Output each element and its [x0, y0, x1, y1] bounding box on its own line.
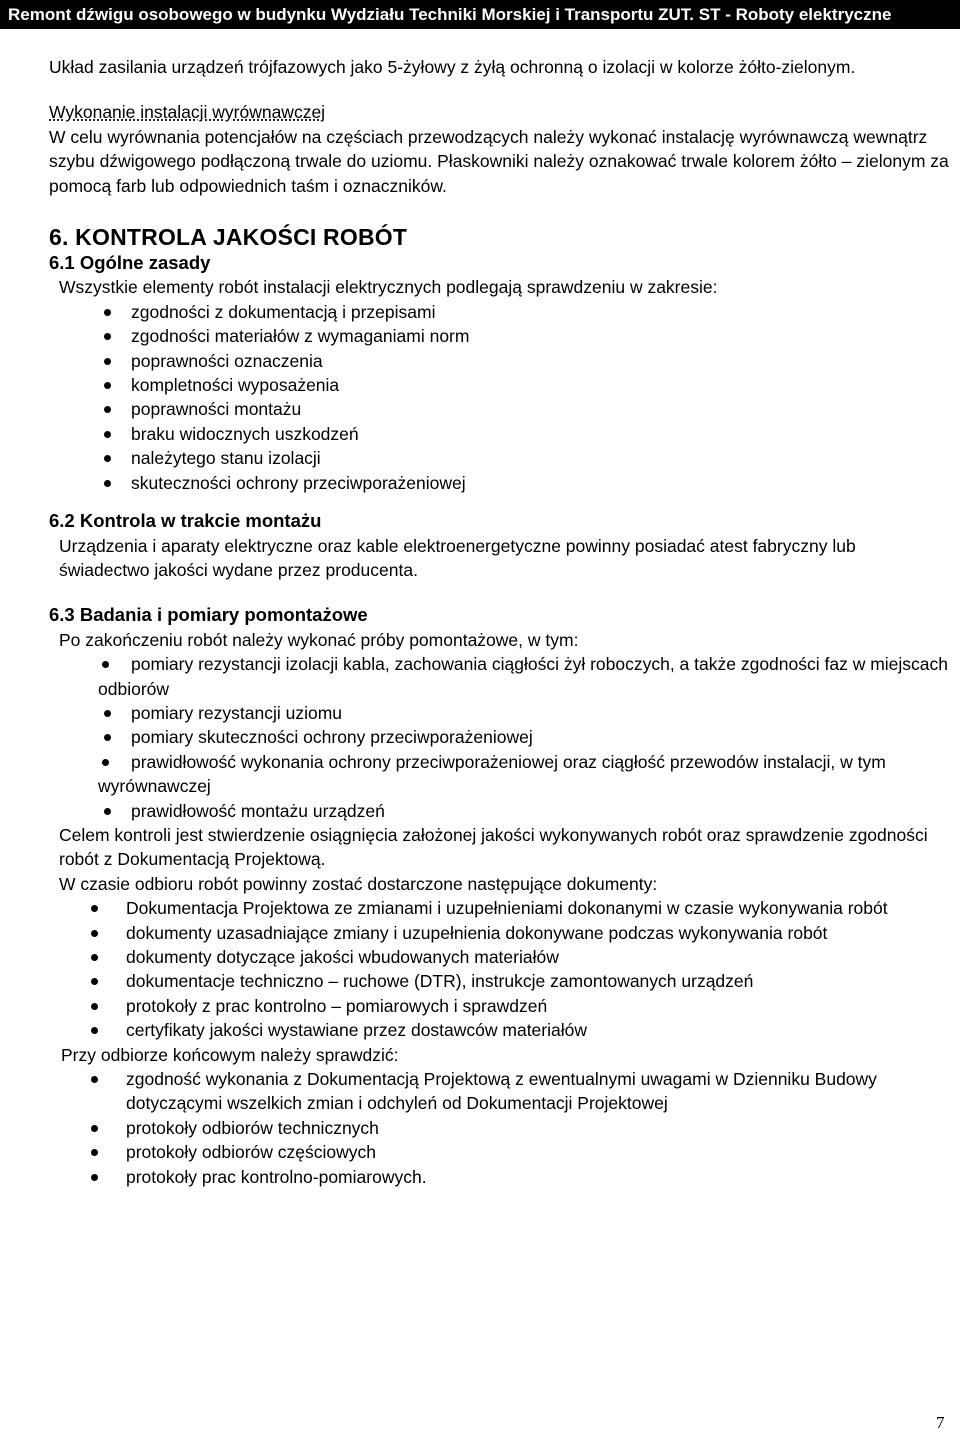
- page-header: Remont dźwigu osobowego w budynku Wydziału Techniki Morskiej i Transportu ZUT. ST - Roboty elektryczne: [0, 0, 960, 29]
- list-item: kompletności wyposażenia: [59, 373, 949, 397]
- list-item: Dokumentacja Projektowa ze zmianami i uzupełnieniami dokonanymi w czasie wykonywania robót: [49, 896, 949, 920]
- list-item: prawidłowość wykonania ochrony przeciwporażeniowej oraz ciągłość przewodów instalacji, w tym wyrównawczej: [98, 750, 949, 799]
- list-item: skuteczności ochrony przeciwporażeniowej: [59, 471, 949, 495]
- section-6-3-lead: Po zakończeniu robót należy wykonać próby pomontażowe, w tym:: [59, 629, 579, 650]
- document-body: [49, 55, 949, 1189]
- inspection-goal-paragraph: Celem kontroli jest stwierdzenie osiągnięcia założonej jakości wykonywanych robót oraz sprawdzenie zgodności robót z Dokumentacją Projektową.: [59, 824, 928, 870]
- list-item: poprawności oznaczenia: [59, 349, 949, 373]
- equipotential-paragraph: W celu wyrównania potencjałów na częściach przewodzących należy wykonać instalację wyrównawczą wewnątrz szybu dźwigowego podłączoną trwale do uziomu. Płaskowniki należy oznakować trwale kolorem żółto – zielonym za pomocą farb lub odpowiednich taśm i oznaczników.: [49, 126, 949, 196]
- list-item: protokoły z prac kontrolno – pomiarowych i sprawdzeń: [49, 994, 949, 1018]
- documents-list: [49, 896, 949, 1042]
- list-item: zgodność wykonania z Dokumentacją Projektową z ewentualnymi uwagami w Dzienniku Budowy dotyczącymi wszelkich zmian i odchyleń od Dokumentacji Projektowej: [49, 1067, 949, 1116]
- final-acceptance-lead: Przy odbiorze końcowym należy sprawdzić:: [61, 1044, 399, 1065]
- documents-lead: W czasie odbioru robót powinny zostać dostarczone następujące dokumenty:: [59, 873, 658, 894]
- list-item: protokoły odbiorów częściowych: [49, 1140, 949, 1164]
- page-number: 7: [936, 1413, 945, 1432]
- equipotential-heading: Wykonanie instalacji wyrównawczej: [49, 102, 326, 123]
- section-6-1-lead: Wszystkie elementy robót instalacji elektrycznych podlegają sprawdzeniu w zakresie:: [59, 277, 718, 298]
- list-item: certyfikaty jakości wystawiane przez dostawców materiałów: [49, 1018, 949, 1042]
- list-item: pomiary rezystancji izolacji kabla, zachowania ciągłości żył roboczych, a także zgodności faz w miejscach odbiorów: [98, 652, 949, 701]
- list-item: poprawności montażu: [59, 397, 949, 421]
- list-item: pomiary rezystancji uziomu: [59, 701, 949, 725]
- list-item: zgodności z dokumentacją i przepisami: [59, 300, 949, 324]
- list-item: dokumentacje techniczno – ruchowe (DTR), instrukcje zamontowanych urządzeń: [49, 969, 949, 993]
- section-6-3-tests-list: [49, 652, 949, 823]
- section-6-2-title: 6.2 Kontrola w trakcie montażu: [49, 510, 322, 532]
- list-item: dokumenty uzasadniające zmiany i uzupełnienia dokonywane podczas wykonywania robót: [49, 921, 949, 945]
- intro-paragraph: Układ zasilania urządzeń trójfazowych jako 5-żyłowy z żyłą ochronną o izolacji w kolorze żółto-zielonym.: [49, 57, 856, 77]
- list-item: braku widocznych uszkodzeń: [59, 422, 949, 446]
- list-item: zgodności materiałów z wymaganiami norm: [59, 324, 949, 348]
- list-item: prawidłowość montażu urządzeń: [59, 799, 949, 823]
- section-6-3-title: 6.3 Badania i pomiary pomontażowe: [49, 604, 368, 626]
- section-6-2-text: Urządzenia i aparaty elektryczne oraz kable elektroenergetyczne powinny posiadać atest fabryczny lub świadectwo jakości wydane przez producenta.: [59, 535, 856, 580]
- list-item: należytego stanu izolacji: [59, 446, 949, 470]
- final-acceptance-list: [49, 1067, 949, 1189]
- list-item: protokoły odbiorów technicznych: [49, 1116, 949, 1140]
- list-item: pomiary skuteczności ochrony przeciwporażeniowej: [59, 725, 949, 749]
- list-item: protokoły prac kontrolno-pomiarowych.: [49, 1165, 949, 1189]
- section-6-1-list: [49, 300, 949, 495]
- section-6-title: 6. KONTROLA JAKOŚCI ROBÓT: [49, 224, 408, 251]
- list-item: dokumenty dotyczące jakości wbudowanych materiałów: [49, 945, 949, 969]
- section-6-1-title: 6.1 Ogólne zasady: [49, 252, 211, 274]
